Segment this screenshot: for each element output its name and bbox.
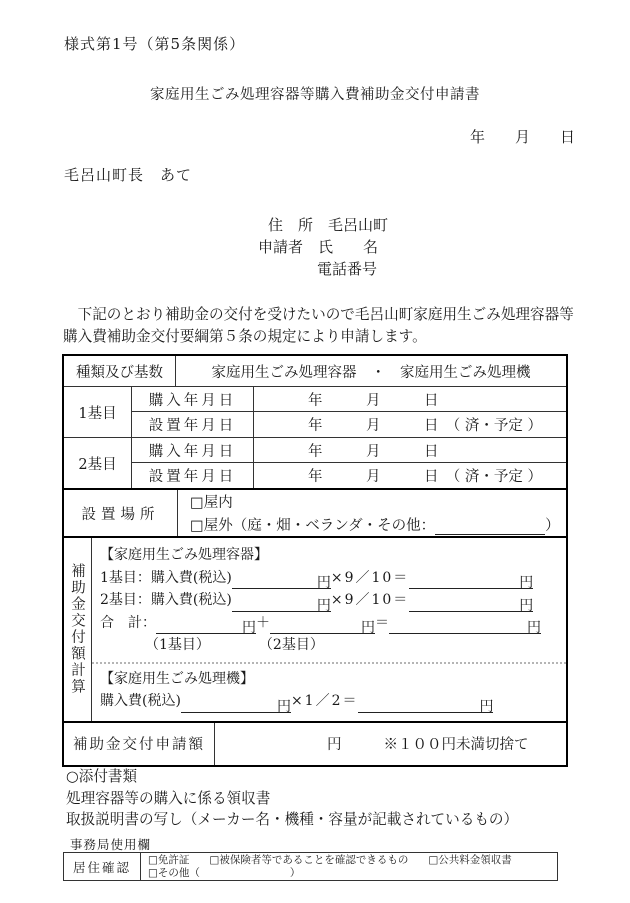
- other-checkbox: □: [148, 866, 158, 879]
- unit2-purchase-date-row: [132, 438, 566, 463]
- indoor-option: [190, 491, 561, 512]
- applicant-address-line: 住 所 毛呂山町: [268, 216, 389, 234]
- outdoor-option: [190, 514, 561, 535]
- unit2-price-line: [100, 589, 560, 612]
- date-line: 年 月 日: [469, 128, 575, 146]
- unit1-price-label: 1基目：購入費(税込): [100, 569, 232, 586]
- unit1-label: 1基目: [64, 387, 132, 437]
- residence-check-label: 居住確認: [64, 853, 141, 880]
- unit2-price-label: 2基目：購入費(税込): [100, 592, 232, 608]
- plus-sign: ＋: [256, 614, 270, 631]
- indoor-checkbox: □: [190, 495, 204, 512]
- install-date-value: 年 月 日 （ 済・予定 ）: [308, 418, 542, 434]
- yen-unit: 円: [327, 737, 342, 753]
- outdoor-option-close-paren: ）: [545, 517, 560, 534]
- office-use-table: [63, 852, 558, 881]
- unit1-result-fill-line: 円: [409, 572, 533, 589]
- rounding-note: ※１００円未満切捨て: [383, 737, 529, 753]
- request-amount-label: 補助金交付申請額: [64, 723, 215, 765]
- total-fill-line-1: 円: [156, 617, 256, 634]
- install-date-value: 年 月 日 （ 済・予定 ）: [308, 469, 542, 485]
- attachments-section: [66, 766, 518, 831]
- applicant-name-line: 申請者 氏 名: [258, 238, 379, 256]
- equals-sign: ＝: [375, 614, 389, 631]
- unit2-result-fill-line: 円: [409, 595, 533, 612]
- machine-price-label: 購入費(税込): [100, 693, 181, 709]
- license-label: 免許証: [157, 854, 190, 866]
- unit1-note: （1基目）: [145, 637, 210, 653]
- unit2-group: [64, 438, 566, 490]
- purchase-date-value: 年 月 日: [308, 392, 439, 409]
- office-use-heading: 事務局使用欄: [70, 837, 152, 852]
- unit1-price-line: [100, 567, 560, 590]
- type-row: [64, 356, 566, 387]
- outdoor-other-fill-line: [435, 518, 545, 535]
- license-checkbox: □: [148, 854, 158, 866]
- other-label: その他（: [157, 866, 200, 879]
- total-label: 合 計：: [100, 614, 156, 631]
- application-statement: [63, 304, 573, 348]
- total-line: [100, 612, 560, 635]
- insured-option: [209, 854, 408, 867]
- main-table: [62, 354, 568, 767]
- placement-label: 設置場所: [64, 490, 178, 536]
- utility-bill-option: [428, 854, 511, 867]
- document-title: 家庭用生ごみ処理容器等購入費補助金交付申請書: [150, 87, 480, 103]
- applicant-phone-label: 電話番号: [317, 260, 378, 278]
- machine-multiplier: ×1／2＝: [290, 693, 359, 709]
- unit2-multiplier: ×9／10＝: [330, 592, 410, 608]
- unit1-group: [64, 387, 566, 438]
- placement-row: [64, 490, 566, 538]
- attachment-item: 処理容器等の購入に係る領収書: [66, 789, 271, 807]
- statement-line-1: 下記のとおり補助金の交付を受けたいので毛呂山町家庭用生ごみ処理容器等: [77, 306, 574, 323]
- utility-bill-checkbox: □: [428, 854, 439, 866]
- residence-options-row-2: [148, 867, 553, 880]
- machine-section-heading: 【家庭用生ごみ処理機】: [100, 670, 254, 687]
- machine-result-fill-line: 円: [358, 696, 493, 713]
- other-close-paren: ）: [289, 866, 301, 879]
- attachment-item: 取扱説明書の写し（メーカー名・機種・容量が記載されているもの）: [66, 811, 519, 828]
- install-date-label: 設置年月日: [132, 412, 254, 437]
- license-option: [148, 854, 189, 867]
- insured-checkbox: □: [209, 854, 220, 866]
- outdoor-checkbox: □: [190, 517, 204, 534]
- type-value: 家庭用生ごみ処理容器 ・ 家庭用生ごみ処理機: [211, 364, 531, 381]
- residence-options-row-1: [148, 854, 553, 867]
- insured-label: 被保険者等であることを確認できるもの: [219, 854, 409, 866]
- container-section-heading: 【家庭用生ごみ処理容器】: [100, 547, 268, 563]
- install-date-label: 設置年月日: [132, 463, 254, 488]
- unit1-purchase-date-row: [132, 387, 566, 412]
- form-number: 様式第1号（第5条関係）: [64, 35, 246, 53]
- machine-price-line: [100, 690, 560, 713]
- unit1-price-fill-line: 円: [232, 572, 331, 589]
- unit2-note: （2基目）: [258, 637, 324, 653]
- unit2-label: 2基目: [64, 438, 132, 488]
- unit2-price-fill-line: 円: [232, 595, 331, 612]
- subsidy-calc-row: [64, 538, 566, 723]
- purchase-date-label: 購入年月日: [132, 438, 254, 462]
- request-amount-row: [64, 723, 566, 765]
- unit1-install-date-row: [132, 412, 566, 437]
- total-fill-line-2: 円: [270, 617, 375, 634]
- outdoor-option-label: 屋外（庭・畑・ベランダ・その他：: [203, 517, 436, 534]
- unit2-install-date-row: [132, 463, 566, 488]
- type-label: 種類及び基数: [64, 356, 176, 386]
- purchase-date-label: 購入年月日: [132, 387, 254, 411]
- unit1-multiplier: ×9／10＝: [330, 569, 410, 586]
- section-dotted-divider: [92, 662, 566, 664]
- machine-price-fill-line: 円: [181, 696, 291, 713]
- total-fill-line-3: 円: [389, 617, 541, 634]
- attachments-heading: ○添付書類: [66, 768, 138, 785]
- indoor-option-label: 屋内: [203, 495, 233, 512]
- unit-notes-line: [100, 634, 560, 657]
- statement-line-2: 購入費補助金交付要綱第５条の規定により申請します。: [63, 328, 427, 345]
- utility-bill-label: 公共料金領収書: [438, 854, 512, 866]
- addressee: 毛呂山町長 あて: [64, 166, 193, 184]
- calc-side-label: 補助金交付額計算: [64, 538, 92, 721]
- purchase-date-value: 年 月 日: [308, 443, 439, 460]
